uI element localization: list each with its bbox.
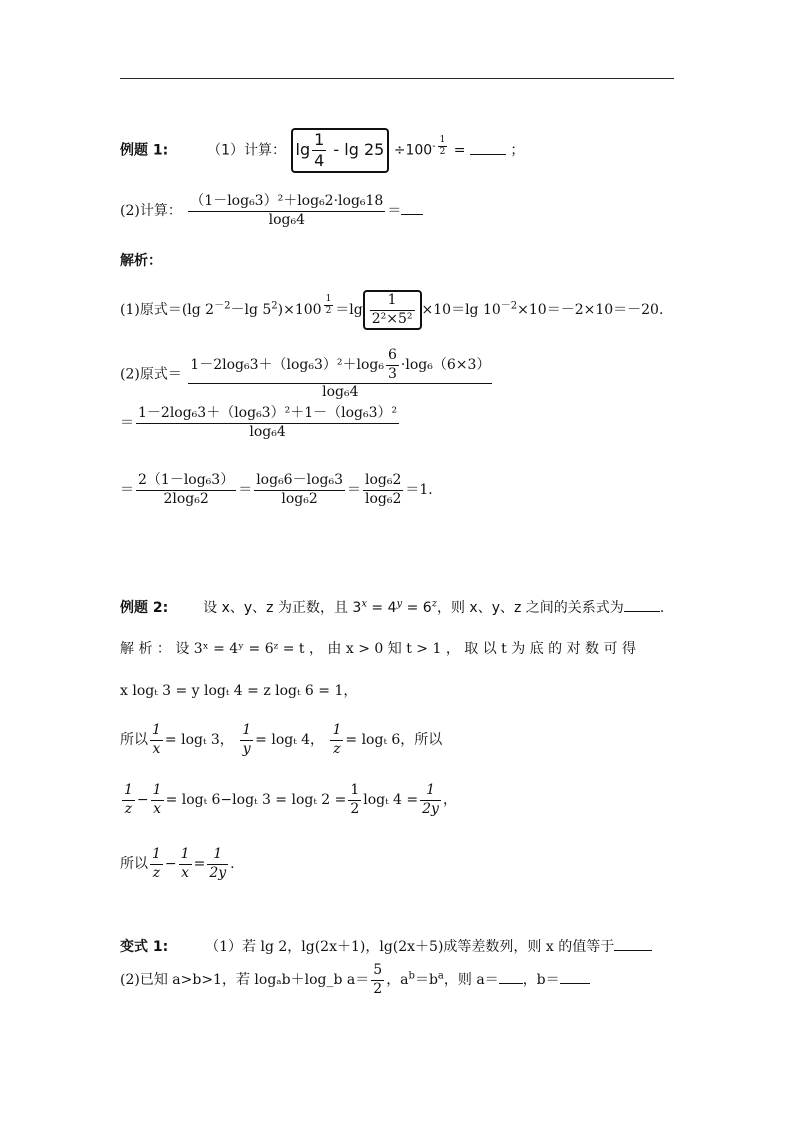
s1-sup3: －2	[500, 300, 518, 312]
frac-den: 2	[373, 980, 383, 997]
equals: ＝	[387, 203, 402, 219]
s1-c: )×100	[277, 302, 322, 318]
frac-num: 1	[350, 782, 360, 798]
q-c: = 6	[402, 600, 432, 616]
p2-d: ，则 a＝	[443, 972, 499, 988]
s1-e: ×10＝lg 10	[421, 302, 501, 318]
variant1-part1	[120, 936, 652, 956]
p2-c: ＝b	[414, 972, 438, 988]
frac-den: log₆2	[364, 490, 402, 507]
frac-den: 2	[350, 800, 360, 817]
frac-den: x	[151, 800, 164, 819]
a3-frac1	[150, 722, 163, 758]
a4-frac2	[151, 782, 164, 818]
exp-den: 2	[439, 146, 446, 157]
variant1-part1-text: （1）若 lg 2，lg(2x＋1)，lg(2x＋5)成等差数列，则 x 的值等于	[205, 939, 615, 955]
a4-t2: logₜ 4 =	[363, 792, 419, 808]
variant1-part2	[120, 962, 590, 998]
a4-end: ，	[442, 792, 457, 808]
q-a: 设 x、y、z 为正数，且 3	[203, 600, 362, 616]
a3-t3: = logₜ 6，所以	[345, 732, 443, 748]
analysis1-step1	[120, 290, 663, 330]
frac-den: x	[179, 864, 192, 883]
s4-frac3	[363, 472, 403, 508]
a5-frac2	[179, 846, 192, 882]
frac-den: log₆4	[188, 383, 492, 402]
exp-num: 1	[325, 294, 332, 305]
frac-den: 3	[387, 365, 397, 382]
frac-den: 2log₆2	[136, 490, 236, 509]
a4-frac3	[348, 782, 361, 818]
example2-question	[120, 597, 664, 617]
answer-blank[interactable]	[401, 200, 423, 215]
frac-num: 1	[426, 782, 435, 798]
exp-half	[438, 135, 448, 159]
frac-num: 1	[314, 130, 325, 149]
frac-den: 2²×5²	[371, 310, 413, 327]
minus-lg25: - lg 25	[333, 140, 385, 159]
minus: −	[164, 856, 177, 872]
p2-a: (2)已知 a>b>1，若 logₐb＋log_b a＝	[120, 972, 370, 988]
s2-inner-frac	[386, 347, 399, 383]
answer-blank[interactable]	[614, 936, 652, 951]
frac-num: 6	[387, 347, 397, 363]
exp-den: 2	[325, 306, 332, 317]
frac-num: log₆6－log₆3	[256, 472, 343, 488]
a3-frac2	[240, 722, 253, 758]
frac-num: 1	[124, 782, 133, 798]
example1-part1-bracket	[291, 128, 390, 173]
s1-sup1: －2	[214, 300, 231, 312]
answer-blank-a[interactable]	[499, 969, 523, 984]
frac-den: 2y	[422, 800, 439, 817]
frac-num: 1	[387, 292, 397, 308]
eq: =	[193, 856, 206, 872]
p2-e: ，b＝	[522, 972, 560, 988]
p2-frac	[371, 962, 384, 998]
a3-t2: = logₜ 4，	[255, 732, 325, 748]
frac-num: （1－log₆3）²＋log₆2·log₆18	[190, 193, 384, 209]
a3-frac3	[330, 722, 343, 758]
example2-analysis-line5	[120, 846, 235, 882]
q-end: .	[659, 600, 665, 616]
q-b: = 4	[366, 600, 397, 616]
s2-prefix: (2)原式＝	[120, 366, 182, 383]
frac-num: 1	[152, 846, 161, 862]
q-d: ，则 x、y、z 之间的关系式为	[436, 600, 624, 616]
minus: −	[136, 792, 149, 808]
a4-t1: = logₜ 6−logₜ 3 = logₜ 2 =	[165, 792, 347, 808]
s4-frac2	[254, 472, 345, 508]
example2-analysis-line1: 解 析 ： 设 3ˣ = 4ʸ = 6ᶻ = t ， 由 x > 0 知 t > 1 ， 取 以 t 为 底 的 对 数 可 得	[120, 641, 636, 657]
s1-a: (1)原式＝(lg 2	[120, 302, 215, 318]
frac-den: z	[122, 800, 135, 819]
s3-prefix: ＝	[120, 415, 134, 431]
s4-end: ＝1.	[405, 482, 433, 498]
s2-fraction	[188, 347, 492, 402]
p2-sup2: a	[437, 970, 444, 982]
s4-frac1	[136, 472, 236, 508]
exp-neg: -	[432, 140, 436, 152]
a3-t1: = logₜ 3，	[164, 732, 234, 748]
top-rule	[120, 78, 674, 79]
frac-one-quarter	[312, 130, 326, 171]
answer-blank[interactable]	[470, 140, 506, 155]
eq: ＝	[346, 482, 361, 498]
s1-frac	[370, 292, 415, 328]
q-x: x	[361, 598, 367, 610]
example2-analysis-line4	[120, 782, 457, 818]
a5-end: .	[230, 856, 235, 872]
example1-label: 例题 1:	[120, 142, 169, 159]
frac-num: 2（1－log₆3）	[138, 472, 235, 488]
s1-sup2: 2	[271, 300, 278, 312]
frac-den: y	[240, 740, 253, 759]
frac-num: 1	[180, 846, 190, 862]
frac-den: log₆4	[136, 423, 399, 442]
example1-line2	[120, 193, 423, 229]
s3-fraction	[136, 405, 399, 441]
frac-num: 1	[152, 722, 161, 738]
div-100: ÷100	[393, 142, 433, 159]
frac-num: 1	[242, 722, 252, 738]
example2-analysis-line2: x logₜ 3 = y logₜ 4 = z logₜ 6 = 1，	[120, 683, 358, 699]
frac-den: log₆4	[188, 211, 385, 230]
example1-part1-prefix: （1）计算：	[207, 142, 287, 159]
frac-den: log₆2	[254, 490, 345, 509]
s1-bracket	[363, 290, 422, 330]
example2-analysis-line3	[120, 722, 442, 758]
a5-frac3	[207, 846, 228, 882]
equals: =	[453, 142, 466, 159]
p2-b: ，a	[386, 972, 409, 988]
semicolon: ；	[510, 142, 525, 159]
a4-frac1	[122, 782, 135, 818]
frac-num: 1	[332, 722, 342, 738]
q-y: y	[396, 598, 403, 610]
s1-exp-half	[324, 294, 334, 318]
answer-blank[interactable]	[624, 597, 660, 612]
s1-d: ＝lg	[335, 302, 363, 318]
exp-num: 1	[439, 134, 446, 145]
a4-frac4	[420, 782, 441, 818]
frac-num	[188, 347, 492, 383]
example2-label: 例题 2:	[120, 600, 169, 616]
frac-num: 1	[152, 782, 162, 798]
frac-den: x	[150, 740, 163, 759]
analysis1-step2	[120, 347, 494, 402]
answer-blank-b[interactable]	[560, 969, 590, 984]
example1-line1	[120, 128, 524, 173]
variant1-label: 变式 1:	[120, 939, 169, 955]
q-z: z	[431, 598, 437, 610]
frac-num: log₆2	[364, 472, 402, 488]
a5-frac1	[150, 846, 163, 882]
frac-num: 1	[213, 846, 223, 862]
p2-sup1: b	[408, 970, 415, 982]
analysis1-label: 解析：	[120, 253, 162, 269]
frac-den: z	[330, 740, 343, 759]
frac-num: 5	[373, 962, 383, 978]
eq: ＝	[120, 482, 134, 498]
frac-num: 1－2log₆3＋（log₆3）²＋1－（log₆3）²	[138, 405, 398, 421]
frac-den: z	[150, 864, 163, 883]
analysis1-step3	[120, 405, 401, 441]
s1-f: ×10＝－2×10＝－20.	[517, 302, 664, 318]
a3-prefix: 所以	[120, 732, 148, 748]
eq: ＝	[238, 482, 253, 498]
s2-num-b: ·log₆（6×3）	[400, 357, 491, 373]
analysis1-step4	[120, 472, 433, 508]
s1-b: －lg 5	[230, 302, 272, 318]
s2-num-a: 1－2log₆3＋（log₆3）²＋log₆	[190, 357, 384, 373]
example1-part2-prefix: (2)计算：	[120, 203, 182, 219]
a5-prefix: 所以	[120, 856, 148, 872]
frac-den: 2y	[209, 864, 227, 881]
frac-den: 4	[314, 151, 325, 170]
lg-text: lg	[295, 140, 311, 159]
example1-part2-fraction	[188, 193, 385, 229]
